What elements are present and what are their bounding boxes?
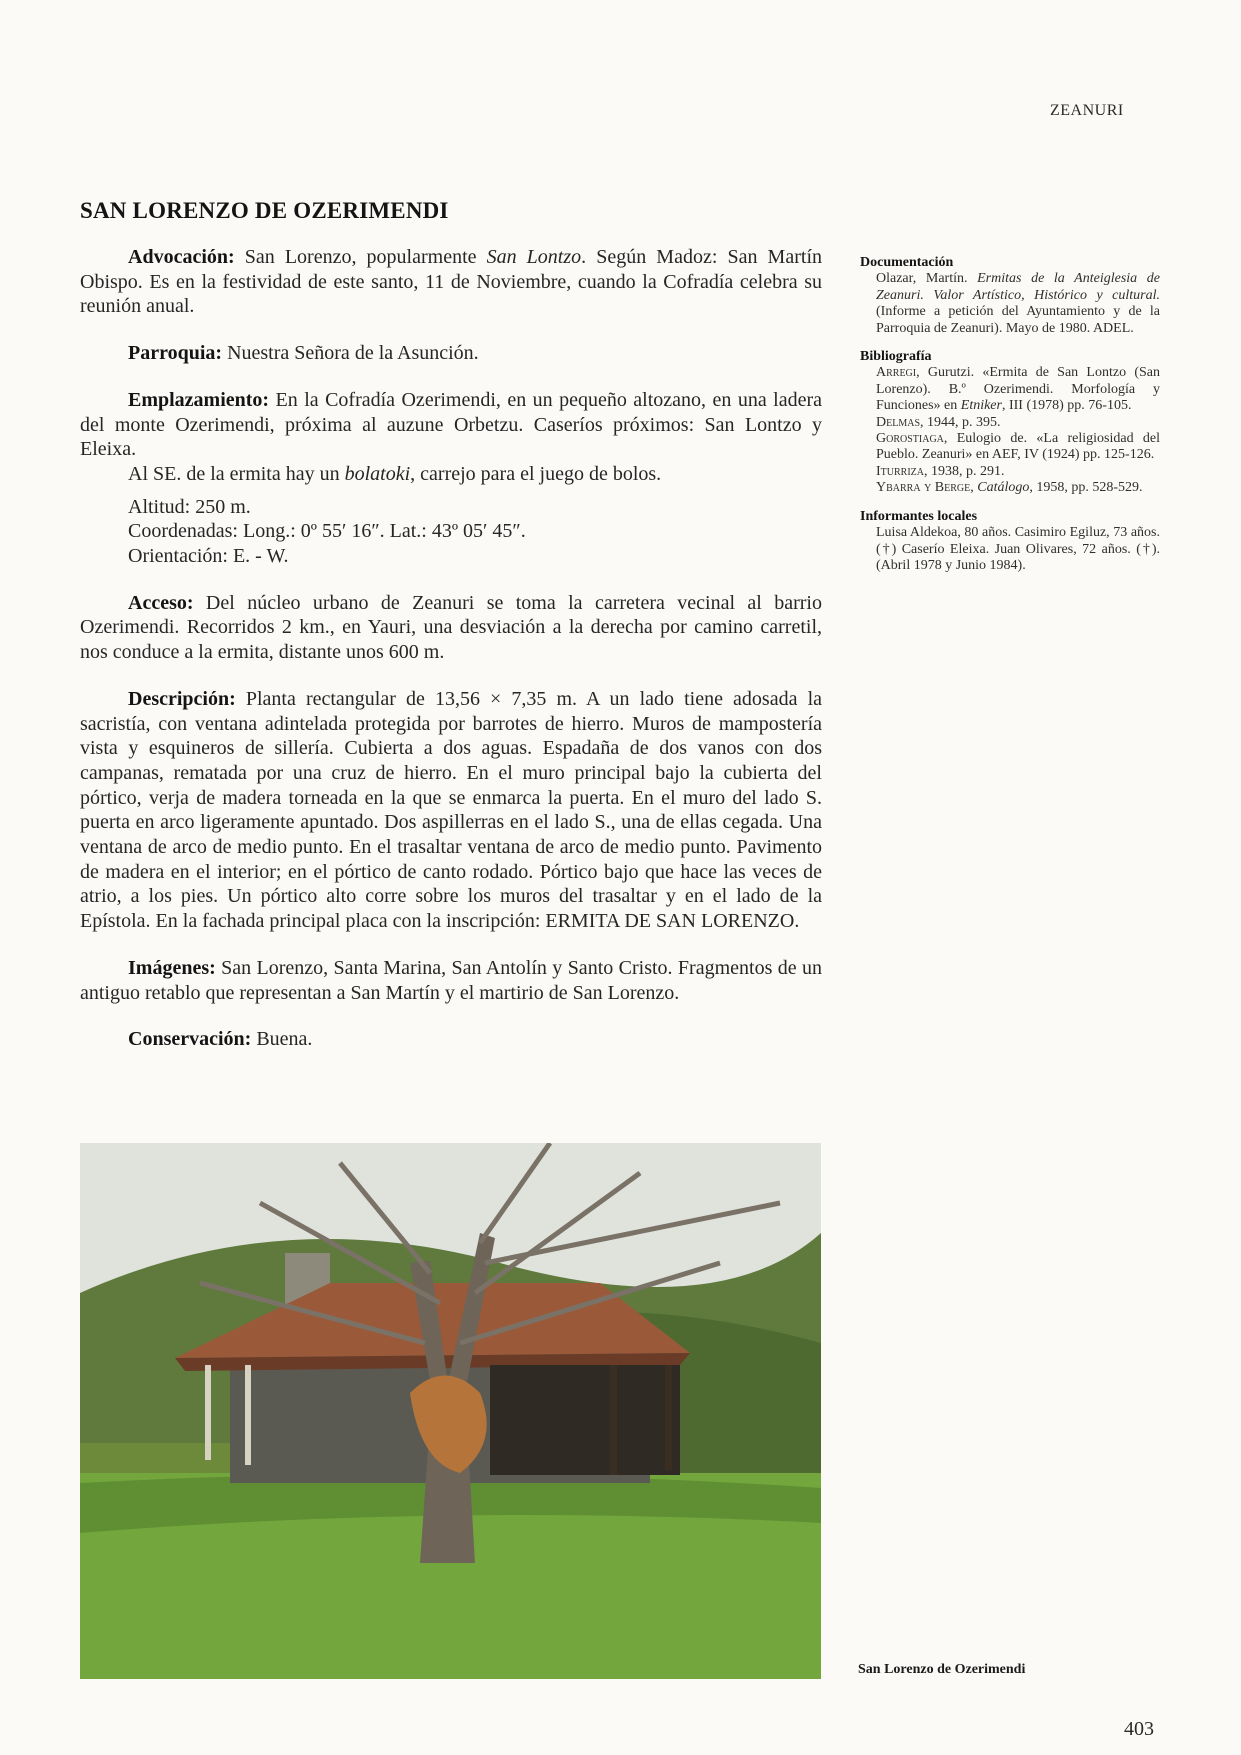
photo-post	[245, 1365, 251, 1465]
bib-text: ,	[970, 480, 978, 496]
bib-author: Gorostiaga	[876, 431, 944, 447]
doc-entry-text-1: Olazar, Martín.	[876, 271, 978, 287]
orientacion: Orientación: E. - W.	[128, 545, 289, 568]
coordenadas: Coordenadas: Long.: 0º 55′ 16″. Lat.: 43º 05′ 45″.	[128, 520, 526, 543]
bib-entry-arregi	[876, 365, 1160, 414]
informantes-entry: Luisa Aldekoa, 80 años. Casimiro Egiluz, 73 años. (†) Caserío Eleixa. Juan Olivares, 72 años. (†). (Abril 1978 y Junio 1984).	[876, 525, 1160, 573]
imagenes-label: Imágenes:	[128, 956, 216, 979]
descripcion-paragraph	[80, 687, 822, 934]
informantes-heading: Informantes locales	[860, 508, 978, 524]
bib-text: , 1958, pp. 528-529.	[1029, 480, 1143, 496]
bib-entry-iturriza	[876, 464, 1160, 480]
page-title: SAN LORENZO DE OZERIMENDI	[80, 198, 449, 223]
acceso-paragraph	[80, 591, 822, 665]
photo-post	[205, 1365, 211, 1460]
bib-text: , III (1978) pp. 76-105.	[1001, 398, 1132, 414]
bib-work: Catálogo	[977, 480, 1030, 496]
advocacion-paragraph	[80, 245, 822, 319]
emplazamiento-paragraph	[80, 388, 822, 462]
acceso-text: Del núcleo urbano de Zeanuri se toma la carretera vecinal al barrio Ozerimendi. Recorridos 2 km., en Yauri, una desviación a la derecha por camino carretil, nos conduce a la ermita, distante unos 600 m.	[80, 591, 822, 664]
hermitage-photo	[80, 1143, 821, 1679]
parroquia-text: Nuestra Señora de la Asunción.	[222, 342, 479, 365]
bib-entry-ybarra	[876, 480, 1160, 496]
advocacion-text-1: San Lorenzo, popularmente	[234, 246, 487, 268]
emplazamiento-text: En la Cofradía Ozerimendi, en un pequeño altozano, en una ladera del monte Ozerimendi, próxima al auzune Orbetzu. Caseríos próximos: San Lontzo y Eleixa.	[80, 388, 822, 461]
bib-author: Delmas	[876, 414, 921, 430]
geo-data	[128, 495, 822, 569]
photo-post	[665, 1365, 672, 1470]
advocacion-popular-name: San Lontzo	[486, 246, 582, 268]
imagenes-text: San Lorenzo, Santa Marina, San Antolín y Santo Cristo. Fragmentos de un antiguo retablo que representan a San Martín y el martirio de San Lorenzo.	[80, 956, 822, 1004]
photo-porch-shadow	[490, 1365, 680, 1475]
doc-entry-work: Ermitas de la Anteiglesia de Zeanuri. Valor Artístico, Histórico y cultural.	[876, 271, 1160, 303]
bib-text: , Eulogio de. «La religiosidad del Pueblo. Zeanuri» en AEF, IV (1924) pp. 125-126.	[876, 431, 1160, 463]
informantes-block	[860, 509, 1160, 575]
descripcion-label: Descripción:	[128, 687, 236, 710]
bib-author: Arregi	[876, 365, 917, 381]
bolatoki-line	[80, 462, 822, 487]
photo-post	[610, 1365, 617, 1475]
parroquia-paragraph	[80, 341, 822, 366]
bib-author: Ybarra y Berge	[876, 480, 971, 496]
emplazamiento-label: Emplazamiento:	[128, 388, 270, 411]
bibliografia-heading: Bibliografía	[860, 349, 932, 365]
documentacion-block	[860, 255, 1160, 337]
bib-entry-gorostiaga	[876, 431, 1160, 464]
bib-author: Iturriza	[876, 463, 924, 479]
descripcion-text: Planta rectangular de 13,56 × 7,35 m. A un lado tiene adosada la sacristía, con ventana adintelada protegida por barrotes de hierro. Muros de mampostería vista y esquineros de sillería. Cubierta a dos aguas. Espadaña de dos vanos con dos campanas, rematada por una cruz de hierro. En el muro principal bajo la cubierta del pórtico, verja de madera torneada en la que se enmarca la puerta. En el muro del lado S. puerta en arco ligeramente apuntado. Dos aspillerras en el lado S., una de ellas cegada. Una ventana de arco de medio punto. En el trasaltar ventana de arco de medio punto. Pavimento de madera en el interior; en el pórtico de canto rodado. Pórtico bajo que hace las veces de atrio, a los pies. Un pórtico alto corre sobre los muros del trasaltar y en el lado de la Epístola. En la fachada principal placa con la inscripción: ERMITA DE SAN LORENZO.	[80, 687, 822, 933]
bolatoki-text-1: Al SE. de la ermita hay un	[128, 462, 345, 485]
bib-text: , Gurutzi. «Ermita de San Lontzo (San Lorenzo). B.º Ozerimendi. Morfología y Funciones» en	[876, 365, 1160, 414]
documentacion-heading: Documentación	[860, 255, 954, 270]
parroquia-label: Parroquia:	[128, 342, 223, 365]
bib-text: , 1944, p. 395.	[920, 414, 1001, 430]
conservacion-paragraph	[80, 1027, 822, 1052]
bib-journal: Etniker	[960, 398, 1002, 414]
acceso-label: Acceso:	[128, 591, 194, 614]
photo-illustration	[80, 1143, 821, 1679]
sidebar-references	[860, 255, 1160, 586]
imagenes-paragraph	[80, 956, 822, 1005]
documentacion-entry	[876, 271, 1160, 337]
advocacion-text-2: . Según Madoz: San Martín Obispo. Es en la festividad de este santo, 11 de Noviembre, cuando la Cofradía celebra su reunión anual.	[80, 246, 822, 318]
main-text	[80, 245, 822, 1074]
bib-entry-delmas	[876, 415, 1160, 431]
conservacion-label: Conservación:	[128, 1028, 252, 1051]
advocacion-label: Advocación:	[128, 246, 235, 268]
altitud: Altitud: 250 m.	[128, 495, 251, 518]
bolatoki-term: bolatoki	[344, 462, 411, 485]
bib-text: , 1938, p. 291.	[924, 463, 1005, 479]
doc-entry-text-2: (Informe a petición del Ayuntamiento y de la Parroquia de Zeanuri). Mayo de 1980. ADEL.	[876, 304, 1160, 336]
running-header: ZEANURI	[1050, 102, 1124, 119]
bolatoki-text-2: , carrejo para el juego de bolos.	[410, 462, 662, 485]
photo-caption: San Lorenzo de Ozerimendi	[858, 1662, 1026, 1677]
bibliografia-block	[860, 349, 1160, 497]
page-number: 403	[1124, 1718, 1154, 1740]
conservacion-text: Buena.	[251, 1028, 313, 1051]
